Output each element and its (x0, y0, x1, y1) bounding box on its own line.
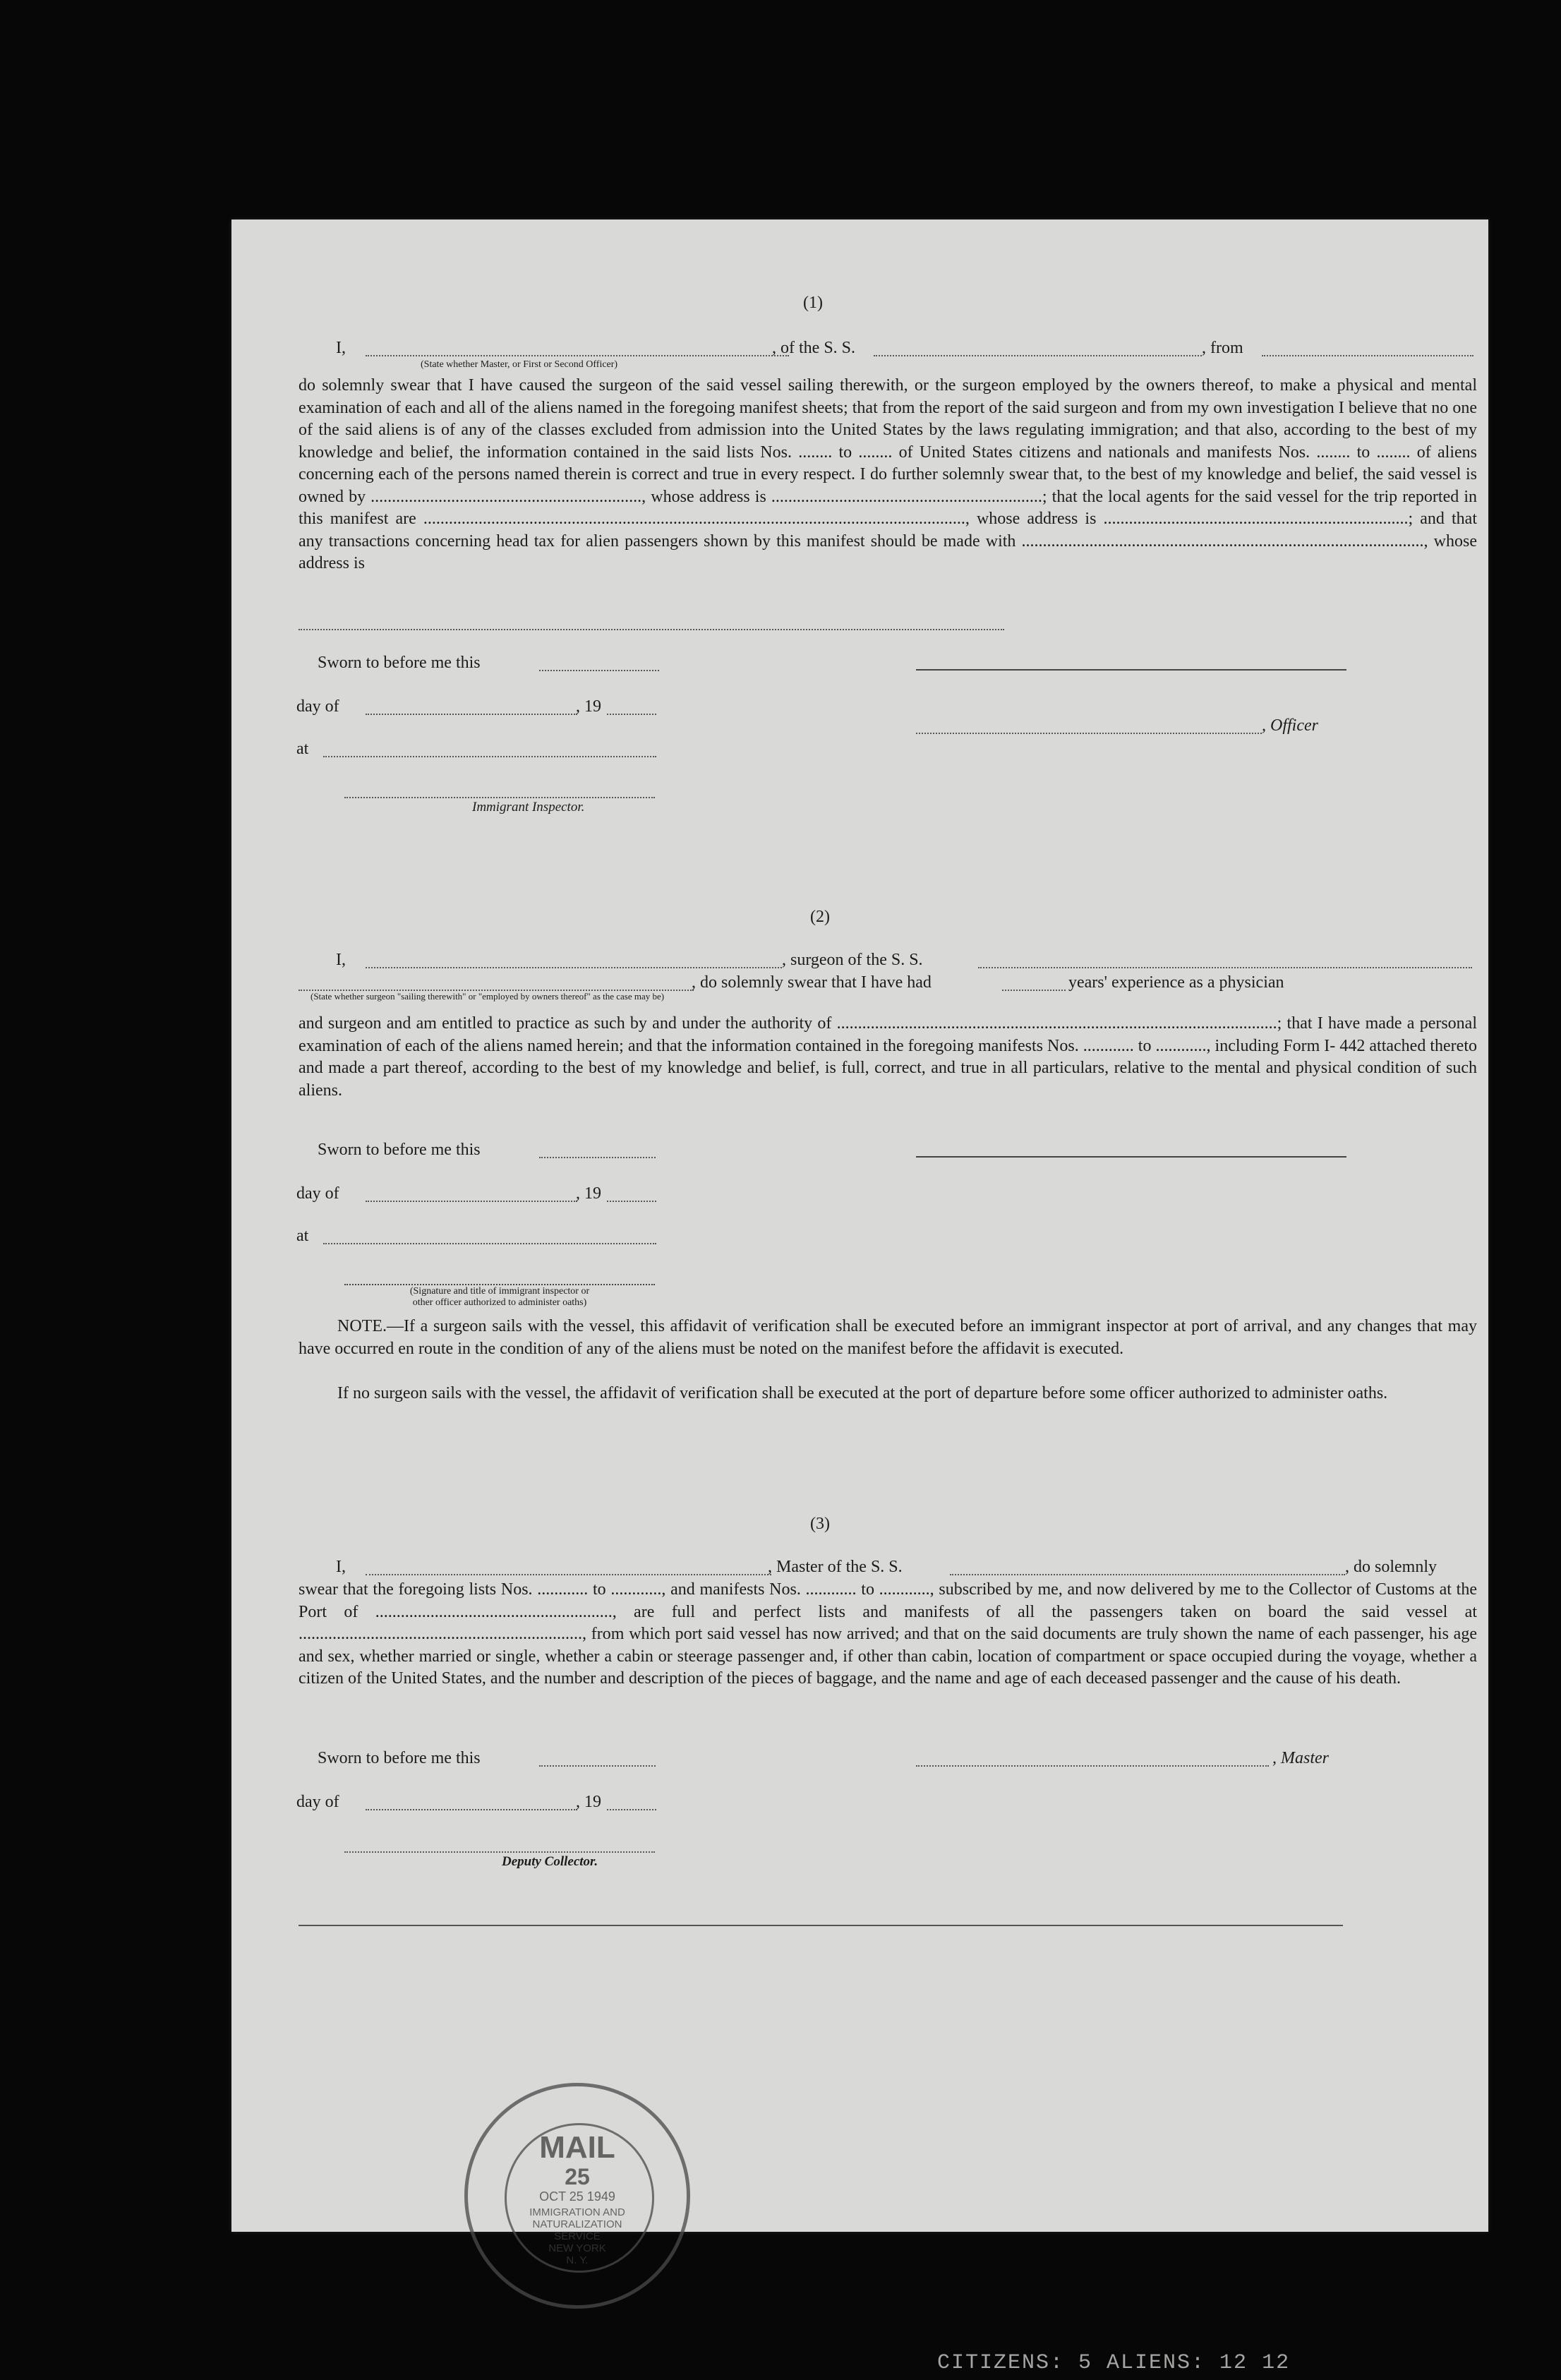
surgeon-vessel-field[interactable] (978, 967, 1472, 968)
day-of-field-1[interactable] (366, 714, 577, 715)
stamp-line-2: NATURALIZATION (532, 2218, 622, 2230)
oath-1-line: I, (336, 339, 346, 357)
sworn-label-2: Sworn to before me this (318, 1141, 481, 1159)
stamp-line-4: NEW YORK (548, 2242, 606, 2254)
stamp-line-1: IMMIGRATION AND (529, 2206, 625, 2218)
officer-signature-line-top (916, 669, 1346, 671)
sworn-label-3: Sworn to before me this (318, 1749, 481, 1767)
vessel-name-field[interactable] (874, 355, 1202, 356)
day-of-field-3[interactable] (366, 1809, 577, 1810)
at-label-1: at (296, 740, 309, 758)
at-field-2[interactable] (323, 1243, 656, 1244)
section-3-number: (3) (810, 1515, 830, 1533)
day-of-label-2: day of (296, 1184, 339, 1203)
surgeon-status-note: (State whether surgeon "sailing therewith" or "employed by owners thereof" as the case may be) (311, 991, 665, 1002)
day-of-field-2[interactable] (366, 1201, 577, 1202)
sworn-day-field-2[interactable] (539, 1157, 656, 1158)
year-field-1[interactable] (607, 714, 656, 715)
surgeon-signature-line[interactable] (916, 1156, 1346, 1158)
deputy-collector-label: Deputy Collector. (502, 1854, 598, 1869)
master-officer-note: (State whether Master, or First or Second Officer) (421, 359, 618, 370)
immigration-date-stamp (464, 2083, 690, 2309)
master-vessel-field[interactable] (950, 1574, 1345, 1575)
stamp-mail: MAIL (539, 2130, 615, 2165)
manifest-page (231, 220, 1488, 2375)
year-label-3: , 19 (576, 1793, 601, 1811)
oath-2-paragraph: and surgeon and am entitled to practice as such by and under the authority of ........................................................................................................; that I have made a personal examination of each of the aliens named herein; and that the information contained in the foregoing manifests Nos. ............ to ............, including Form I- 442 attached thereto and made a part thereof, according to the best of my knowledge and belief, is full, correct, and true in all particulars, relative to the mental and physical condition of such aliens. (299, 1014, 1477, 1100)
head-tax-address-field[interactable] (299, 629, 1004, 630)
sworn-label-1: Sworn to before me this (318, 654, 481, 672)
inspector-signature-field-1[interactable] (344, 797, 655, 798)
day-of-label-3: day of (296, 1793, 339, 1811)
oath-1-paragraph: do solemnly swear that I have caused the surgeon of the said vessel sailing therewith, or the surgeon employed by the owners thereof, to make a physical and mental examination of each and all of the aliens named in the foregoing manifest sheets; that from the report of the said surgeon and from my own investigation I believe that no one of the said aliens is of any of the classes excluded from admission into the United States by the laws regulating immigration; and that also, according to the best of my knowledge and belief, the information contained in the said lists Nos. ........ to ........ of United States citizens and nationals and manifests Nos. ........ to ........ of aliens concerning each of the persons named therein is correct and true in every respect. I do further solemnly swear that, to the best of my knowledge and belief, the said vessel is owned by ................................................................, whose address is ................................................................; that the local agents for the said vessel for the trip reported in this manifest are ................................................................................................................................, whose address is ........................................................................; and that any transactions concerning head tax for alien passengers shown by this manifest should be made with ..............................................................................................., whose address is (299, 376, 1477, 572)
master-label: , Master (1272, 1749, 1329, 1767)
officer-signature-field[interactable] (916, 733, 1262, 734)
deputy-signature-field[interactable] (344, 1851, 655, 1853)
section-2-number: (2) (810, 908, 830, 926)
surgeon-of-label: , surgeon of the S. S. (782, 951, 923, 969)
day-of-label-1: day of (296, 697, 339, 716)
stamp-line-3: SERVICE (554, 2230, 601, 2242)
sworn-day-field-1[interactable] (539, 670, 659, 671)
section-1-number: (1) (803, 294, 823, 312)
year-label-2: , 19 (576, 1184, 601, 1203)
year-label-1: , 19 (576, 697, 601, 716)
signature-note-line-1: (Signature and title of immigrant inspector or (409, 1286, 590, 1297)
stamp-line-5: N. Y. (566, 2254, 589, 2266)
swear-years-label: , do solemnly swear that I have had (692, 973, 932, 992)
do-solemnly-label: , do solemnly (1345, 1558, 1437, 1576)
at-label-2: at (296, 1227, 309, 1245)
years-experience-label: years' experience as a physician (1068, 973, 1284, 992)
of-ss-label: , of the S. S. (772, 339, 856, 357)
at-field-1[interactable] (323, 756, 656, 757)
sworn-day-field-3[interactable] (539, 1765, 656, 1767)
year-field-2[interactable] (607, 1201, 656, 1202)
note-paragraph-2: If no surgeon sails with the vessel, the affidavit of verification shall be executed at the port of departure before some officer authorized to administer oaths. (337, 1384, 1388, 1402)
stamp-date: OCT 25 1949 (539, 2189, 615, 2204)
port-from-field[interactable] (1262, 355, 1473, 356)
signature-note-line-2: other officer authorized to administer oaths) (412, 1297, 587, 1308)
surgeon-name-field[interactable] (366, 967, 782, 968)
oath-3-line: I, (336, 1558, 346, 1576)
immigrant-inspector-label: Immigrant Inspector. (472, 800, 585, 815)
master-name-field-3[interactable] (366, 1574, 771, 1575)
oath-3-paragraph: swear that the foregoing lists Nos. ............ to ............, and manifests Nos. ............ to ............, subscribed by me, and now delivered by me to the Collector of Customs at the Port of ........................................................, are full and perfect lists and manifests of all the passengers taken on board the said vessel at ..................................................................., from which port said vessel has now arrived; and that on the said documents are truly shown the name of each passenger, his age and sex, whether married or single, whether a cabin or steerage passenger and, if other than cabin, location of compartment or space occupied during the voyage, whether a citizen of the United States, and the number and description of the pieces of baggage, and the name and age of each deceased passenger and the cause of his death. (299, 1580, 1477, 1688)
bottom-rule (299, 1925, 1343, 1926)
master-of-label: , Master of the S. S. (768, 1558, 903, 1576)
master-name-field[interactable] (366, 355, 789, 356)
oath-2-line: I, (336, 951, 346, 969)
officer-label: , Officer (1262, 716, 1318, 735)
stamp-day: 25 (565, 2164, 590, 2189)
master-signature-field[interactable] (916, 1765, 1269, 1767)
bleed-through-text: CITIZENS: 5 ALIENS: 12 12 (937, 2351, 1291, 2375)
note-paragraph-1: NOTE.—If a surgeon sails with the vessel, this affidavit of verification shall be executed before an immigrant inspector at port of arrival, and any changes that may have occurred en route in the condition of any of the aliens must be noted on the manifest before the affidavit is executed. (299, 1317, 1477, 1358)
years-experience-field[interactable] (1002, 990, 1066, 991)
from-label: , from (1202, 339, 1243, 357)
year-field-3[interactable] (607, 1809, 656, 1810)
